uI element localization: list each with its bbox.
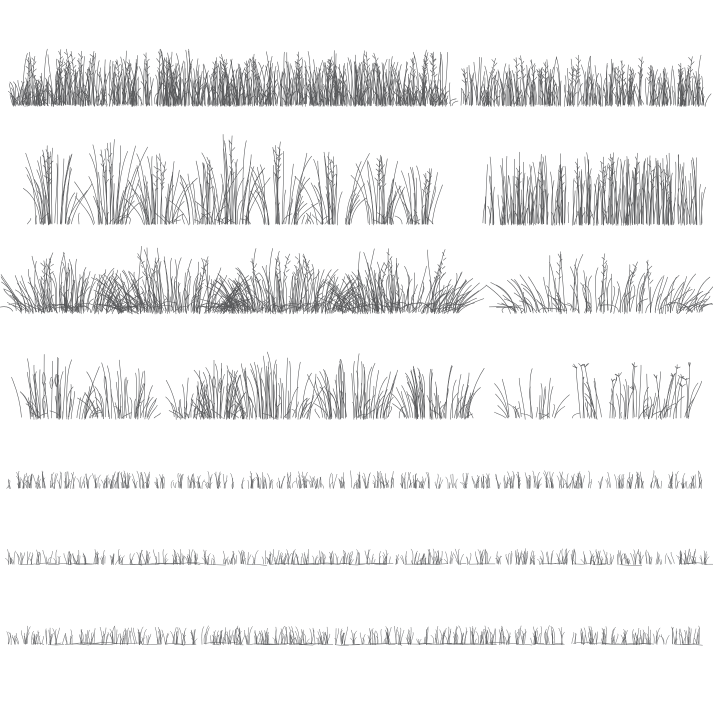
border-strip xyxy=(7,626,703,646)
mixed-tufts-group xyxy=(12,352,702,420)
spreading-clumps-group xyxy=(0,246,713,314)
row-4-artwork xyxy=(0,350,713,434)
row-individual-tall-tufts xyxy=(0,140,713,244)
row-grass-border-line-1 xyxy=(0,462,713,498)
row-5-artwork xyxy=(0,462,713,498)
tall-tufts-group xyxy=(23,134,442,225)
row-7-artwork xyxy=(0,618,713,654)
row-grass-border-line-2 xyxy=(0,538,713,574)
border-strip xyxy=(7,471,702,489)
row-mixed-upright-tufts xyxy=(0,350,713,434)
row-1-artwork xyxy=(0,45,713,123)
row-6-artwork xyxy=(0,538,713,574)
row-grass-border-line-3 xyxy=(0,618,713,654)
sparse-grass-band-right xyxy=(461,55,711,106)
row-2-artwork xyxy=(0,140,713,244)
row-dense-meadow-strip xyxy=(0,45,713,123)
dense-grass-band-left xyxy=(8,49,458,106)
row-3-artwork xyxy=(0,256,713,330)
reed-clump-right xyxy=(483,152,706,225)
row-low-spreading-clumps xyxy=(0,256,713,330)
border-strip xyxy=(5,549,713,566)
